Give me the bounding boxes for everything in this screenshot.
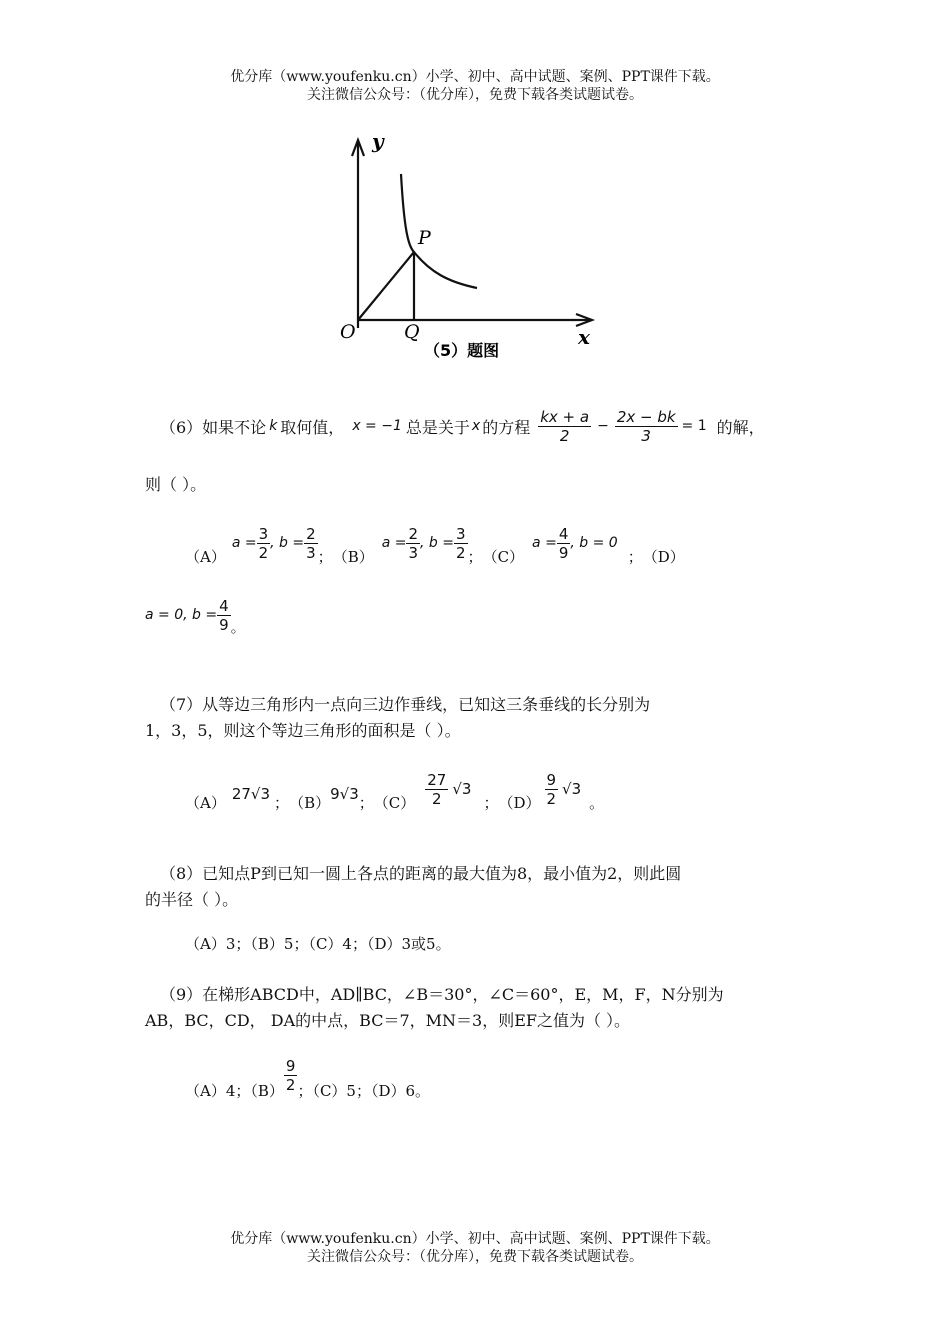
hyperbola-curve: [401, 174, 477, 288]
q9-optA: （A）4；（B）: [185, 1081, 284, 1100]
q6-suffix: 的解，: [716, 417, 765, 437]
q7-optC-num: 27: [427, 770, 447, 789]
q9-options: [185, 1050, 430, 1100]
q6-optA-b: , b =: [270, 535, 305, 551]
q6-optB-a: a =: [381, 535, 407, 551]
figure-5-graph: [330, 128, 610, 368]
q6-mid3: 的方程: [482, 417, 531, 437]
label-y: y: [372, 129, 384, 153]
q7-optA-label: （A）: [185, 793, 226, 812]
q6-k: k: [269, 418, 278, 434]
q6-fraction-1: [538, 408, 591, 445]
q6-fraction-2: [615, 408, 678, 445]
q6-optC-a-den: 9: [558, 543, 569, 562]
q6-optD-frac: [217, 597, 231, 634]
q6-optB-a-num: 2: [408, 524, 419, 543]
q7-optC-label: （C）: [373, 793, 416, 812]
q9-optB-num: 9: [285, 1056, 296, 1075]
q7-optC-den: 2: [432, 789, 442, 808]
q8-line1: （8）已知点P到已知一圆上各点的距离的最大值为8，最小值为2，则此圆: [160, 864, 682, 883]
q6-optD-row: [145, 592, 246, 638]
q6-frac2-num: 2x − bk: [616, 407, 676, 426]
q9-optB-den: 2: [285, 1075, 296, 1094]
q6-optD-den: 9: [219, 615, 229, 634]
q6-minus: −: [597, 418, 609, 434]
q7-optA: 27√3: [231, 785, 271, 803]
q6-optB-label: （B）: [332, 547, 374, 566]
q6-sepA: ；: [317, 547, 333, 566]
q6-optB-b: , b =: [420, 535, 454, 551]
q7-optB-label: （B）: [289, 793, 331, 812]
q6-optA-b-den: 3: [306, 543, 316, 562]
q6-optC-label: （C）: [482, 547, 525, 566]
q7-optB: 9√3: [330, 785, 359, 803]
q9-rest: ；（C）5；（D）6。: [297, 1081, 431, 1100]
figure-caption: （5）题图: [424, 341, 500, 360]
q7-line2: 1，3，5，则这个等边三角形的面积是（ ）。: [145, 721, 461, 740]
q6-optD-text: a = 0, b =: [145, 607, 218, 623]
q6-optD-label: （D）: [642, 547, 685, 566]
q6-optC-b: , b = 0: [570, 535, 618, 551]
q6-optA-a: a =: [231, 535, 257, 551]
q7-line1: （7）从等边三角形内一点向三边作垂线，已知这三条垂线的长分别为: [160, 695, 651, 714]
q9-optB-frac: [284, 1057, 298, 1094]
q9-line2: AB，BC，CD， DA的中点，BC＝7，MN＝3，则EF之值为（ ）。: [145, 1011, 631, 1030]
q8-line2: 的半径（ ）。: [145, 890, 239, 909]
q7-options: [185, 764, 604, 814]
label-x: x: [578, 325, 590, 349]
q6-options: [185, 520, 685, 566]
q6-optA-b-frac: [304, 525, 318, 562]
q7-sepA: ；: [274, 793, 290, 812]
q6-end: 。: [230, 617, 246, 636]
header-line-1: 优分库（www.youfenku.cn）小学、初中、高中试题、案例、PPT课件下载。: [230, 69, 720, 85]
q7-optD-frac: [545, 771, 559, 808]
segment-OP: [358, 252, 414, 320]
q6-frac2-den: 3: [641, 426, 651, 445]
q6-mid2: 总是关于: [405, 417, 470, 437]
q7-optC-frac: [425, 771, 448, 808]
q6-sepC: ；: [627, 547, 643, 566]
q7-sepB: ；: [358, 793, 374, 812]
header-line-2: 关注微信公众号：（优分库），免费下载各类试题试卷。: [307, 87, 643, 103]
q7-sepC: ；: [483, 793, 499, 812]
q6-optC-a-num: 4: [558, 524, 569, 543]
q6-optB-b-frac: [454, 525, 468, 562]
q6-mid1: 取何值，: [280, 417, 345, 437]
q7-optD-num: 9: [546, 770, 557, 789]
q6-x: x: [471, 418, 481, 434]
q6-frac1-num: kx + a: [540, 407, 590, 426]
q6-x-eq: x = −1: [352, 418, 402, 434]
q8-options: （A）3；（B）5；（C）4；（D）3或5。: [185, 935, 451, 953]
q6-optB-a-frac: [406, 525, 420, 562]
label-Q: Q: [404, 321, 420, 343]
q6-optC-a-frac: [557, 525, 571, 562]
q6-frac1-den: 2: [559, 426, 570, 445]
q6-optA-label: （A）: [185, 547, 226, 566]
q9-line1: （9）在梯形ABCD中，AD∥BC，∠B＝30°，∠C＝60°，E，M，F，N分别为: [160, 985, 724, 1004]
q7-optD-den: 2: [546, 789, 557, 808]
q6-optA-a-num: 3: [258, 524, 269, 543]
q6-line1: [160, 398, 765, 454]
footer-line-1: 优分库（www.youfenku.cn）小学、初中、高中试题、案例、PPT课件下载。: [230, 1231, 720, 1247]
q7-optD-label: （D）: [498, 793, 541, 812]
footer-line-2: 关注微信公众号：（优分库），免费下载各类试题试卷。: [307, 1249, 643, 1265]
q6-optA-a-den: 2: [258, 543, 269, 562]
q6-optA-a-frac: [257, 525, 271, 562]
q6-sepB: ；: [467, 547, 483, 566]
q6-optB-b-num: 3: [456, 524, 466, 543]
q6-eq-one: = 1: [681, 418, 707, 434]
q6-prefix: （6）如果不论: [160, 417, 267, 437]
q6-optA-b-num: 2: [306, 524, 316, 543]
q6-line2: 则（ ）。: [145, 475, 207, 494]
q7-end: 。: [589, 793, 605, 812]
label-O: O: [340, 321, 356, 343]
q7-optD-rad: √3: [562, 780, 582, 798]
q6-optB-a-den: 3: [408, 543, 419, 562]
q7-optC-rad: √3: [452, 780, 472, 798]
q6-optB-b-den: 2: [456, 543, 466, 562]
label-P: P: [418, 227, 431, 249]
q6-optD-num: 4: [219, 596, 229, 615]
q6-optC-a: a =: [532, 535, 557, 551]
